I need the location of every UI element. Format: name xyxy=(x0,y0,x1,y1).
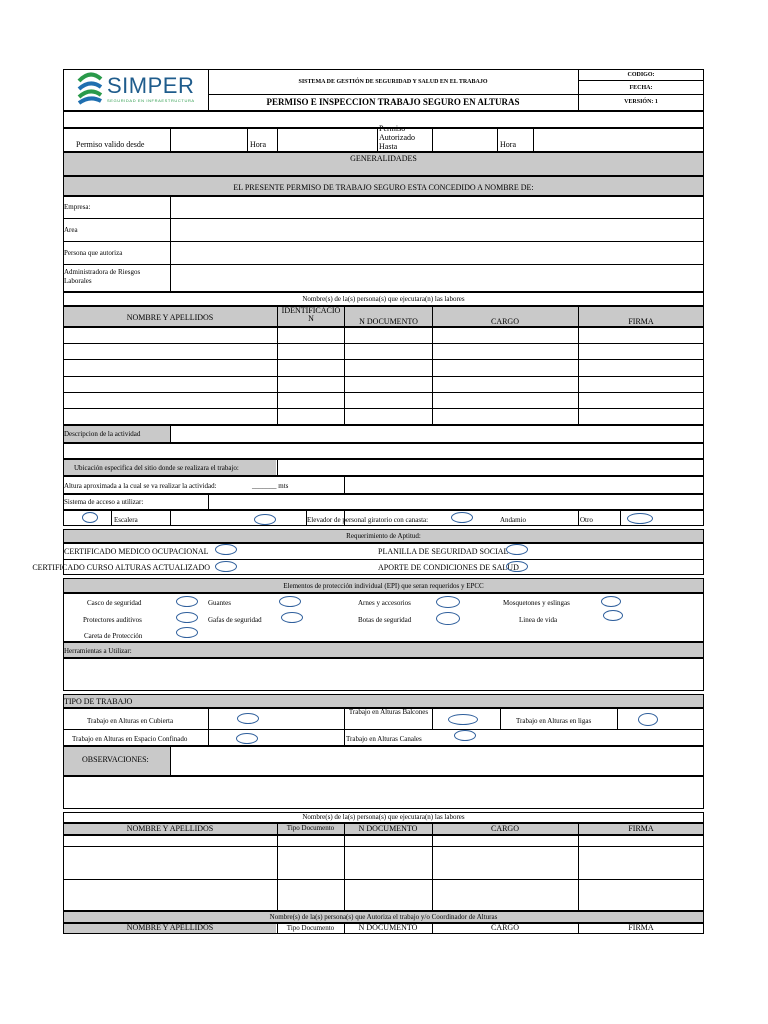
work-type-canales: Trabajo en Alturas Canales xyxy=(346,735,422,743)
valid-from-label: Permiso valido desde xyxy=(76,140,145,149)
height-unit: _______ mts xyxy=(252,482,289,490)
hora-label-1: Hora xyxy=(250,140,266,149)
workers2-col-firma: FIRMA xyxy=(628,824,654,833)
workers-col-firma: FIRMA xyxy=(628,317,654,326)
epp-gafas: Gafas de seguridad xyxy=(208,616,262,624)
work-type-cubierta: Trabajo en Alturas en Cubierta xyxy=(87,717,174,725)
tools-field[interactable] xyxy=(63,658,704,691)
epp-botas: Botas de seguridad xyxy=(358,616,412,624)
cubierta-checkbox[interactable] xyxy=(237,713,259,724)
authorized-until-label: Permiso Autorizado Hasta xyxy=(379,124,415,151)
epp-arnes: Arnes y accesorios xyxy=(358,599,411,607)
workers2-col-cargo: CARGO xyxy=(490,824,519,833)
area-field[interactable] xyxy=(171,219,703,240)
planilla-checkbox[interactable] xyxy=(506,544,528,555)
access-system-label: Sistema de acceso a utilizar: xyxy=(64,498,144,506)
work-type-title: TIPO DE TRABAJO xyxy=(64,697,133,706)
arl-field[interactable] xyxy=(171,265,703,291)
logo-tagline: SEGURIDAD EN INFRAESTRUCTURA xyxy=(107,98,195,103)
elevador-label: Elevador de personal giratorio con canasta: xyxy=(307,516,429,524)
observations-label: OBSERVACIONES: xyxy=(82,755,149,764)
hora-label-2: Hora xyxy=(500,140,516,149)
escalera-label: Escalera xyxy=(114,516,138,524)
valid-from-field[interactable] xyxy=(171,129,246,151)
work-type-balcones: Trabajo en Alturas Balcones xyxy=(348,708,429,716)
epp-mosquetones: Mosquetones y eslingas xyxy=(503,599,570,607)
observations-field[interactable] xyxy=(171,747,703,775)
workers-col-name: NOMBRE Y APELLIDOS xyxy=(126,313,214,322)
aptitude-header: Requerimiento de Aptitud: xyxy=(63,529,704,543)
version-label: VERSIÓN: 1 xyxy=(624,99,658,105)
generalidades-header: GENERALIDADES xyxy=(63,152,704,176)
epp-careta: Careta de Protección xyxy=(84,632,143,640)
aptitude-cert-alturas: CERTIFICADO CURSO ALTURAS ACTUALIZADO xyxy=(32,563,210,572)
codigo-label: CODIGO: xyxy=(627,72,655,78)
workers2-col-tipo: Tipo Documento xyxy=(286,824,335,832)
height-label: Altura aproximada a la cual se va realizar la actividad: xyxy=(64,482,217,490)
botas-checkbox[interactable] xyxy=(436,612,460,625)
tools-label: Herramientas a Utilizar: xyxy=(64,647,132,655)
careta-checkbox[interactable] xyxy=(176,627,198,638)
empresa-field[interactable] xyxy=(171,197,703,217)
height-field[interactable] xyxy=(345,477,703,493)
cert-medico-checkbox[interactable] xyxy=(215,544,237,555)
workers2-col-name: NOMBRE Y APELLIDOS xyxy=(126,824,214,833)
activity-description-field[interactable] xyxy=(171,426,703,442)
confinado-checkbox[interactable] xyxy=(236,733,258,744)
workers2-col-doc: N DOCUMENTO xyxy=(358,824,418,833)
empresa-label: Empresa: xyxy=(64,203,91,211)
protectores-checkbox[interactable] xyxy=(176,612,198,623)
logo-text: SIMPER xyxy=(107,73,195,98)
authorizer-col-cargo: CARGO xyxy=(490,923,519,932)
epp-guantes: Guantes xyxy=(208,599,231,607)
workers-title: Nombre(s) de la(s) persona(s) que ejecutara(n) las labores xyxy=(63,292,704,306)
arl-label: Administradora de Riesgos Laborales xyxy=(64,268,141,285)
granted-to-header: EL PRESENTE PERMISO DE TRABAJO SEGURO ESTA CONCEDIDO A NOMBRE DE: xyxy=(63,176,704,196)
area-label: Area xyxy=(64,226,78,234)
elevador-checkbox[interactable] xyxy=(254,514,276,525)
balcones-checkbox[interactable] xyxy=(448,714,478,725)
escalera-checkbox[interactable] xyxy=(82,512,98,523)
canales-checkbox[interactable] xyxy=(454,730,476,741)
otro-checkbox[interactable] xyxy=(627,513,653,524)
aptitude-cert-medico: CERTIFICADO MEDICO OCUPACIONAL xyxy=(64,547,209,556)
andamio-checkbox[interactable] xyxy=(451,512,473,523)
form-title: PERMISO E INSPECCION TRABAJO SEGURO EN ALTURAS xyxy=(266,97,520,107)
authorizer-title: Nombre(s) de la(s) persona(s) que Autoriza el trabajo y/o Coordinador de Alturas xyxy=(63,911,704,923)
aptitude-aporte: APORTE DE CONDICIONES DE SALUD xyxy=(378,563,519,572)
guantes-checkbox[interactable] xyxy=(279,596,301,607)
work-type-ligas: Trabajo en Alturas en ligas xyxy=(516,717,592,725)
location-field[interactable] xyxy=(278,460,703,475)
linea-vida-checkbox[interactable] xyxy=(603,610,623,621)
epp-casco: Casco de seguridad xyxy=(87,599,142,607)
hora-field-2[interactable] xyxy=(534,129,703,151)
workers2-title: Nombre(s) de la(s) persona(s) que ejecutara(n) las labores xyxy=(63,812,704,823)
aporte-checkbox[interactable] xyxy=(506,561,528,572)
mosquetones-checkbox[interactable] xyxy=(601,596,621,607)
ligas-checkbox[interactable] xyxy=(638,713,658,726)
epp-header: Elementos de protección individual (EPI) que seran requeridos y EPCC xyxy=(63,578,704,593)
authorizer-col-tipo: Tipo Documento xyxy=(286,924,335,932)
workers-col-doc: N DOCUMENTO xyxy=(359,317,418,326)
workers-col-id: IDENTIFICACION xyxy=(281,306,341,323)
authorizer-col-firma: FIRMA xyxy=(628,923,654,932)
aptitude-planilla: PLANILLA DE SEGURIDAD SOCIAL xyxy=(378,547,509,556)
activity-description-label: Descripcion de la actividad xyxy=(64,430,141,438)
otro-label: Otro xyxy=(580,516,593,524)
arnes-checkbox[interactable] xyxy=(436,596,460,608)
location-label: Ubicación especifica del sitio donde se realizara el trabajo: xyxy=(74,464,239,472)
authorized-until-field[interactable] xyxy=(433,129,496,151)
andamio-label: Andamio xyxy=(500,516,527,524)
work-type-confinado: Trabajo en Alturas en Espacio Confinado xyxy=(72,735,188,743)
fecha-label: FECHA: xyxy=(629,85,653,91)
persona-autoriza-label: Persona que autoriza xyxy=(64,249,123,257)
authorizer-col-doc: N DOCUMENTO xyxy=(358,923,418,932)
authorizer-col-name: NOMBRE Y APELLIDOS xyxy=(126,923,214,932)
epp-linea-vida: Linea de vida xyxy=(519,616,558,624)
cert-alturas-checkbox[interactable] xyxy=(215,561,237,572)
workers-col-cargo: CARGO xyxy=(490,317,519,326)
casco-checkbox[interactable] xyxy=(176,596,198,607)
hora-field-1[interactable] xyxy=(278,129,376,151)
logo-icon xyxy=(75,71,105,107)
simper-logo xyxy=(75,71,203,109)
epp-protectores: Protectores auditivos xyxy=(83,616,142,624)
persona-autoriza-field[interactable] xyxy=(171,242,703,263)
system-title: SISTEMA DE GESTIÓN DE SEGURIDAD Y SALUD EN EL TRABAJO xyxy=(298,79,488,85)
gafas-checkbox[interactable] xyxy=(281,612,303,623)
